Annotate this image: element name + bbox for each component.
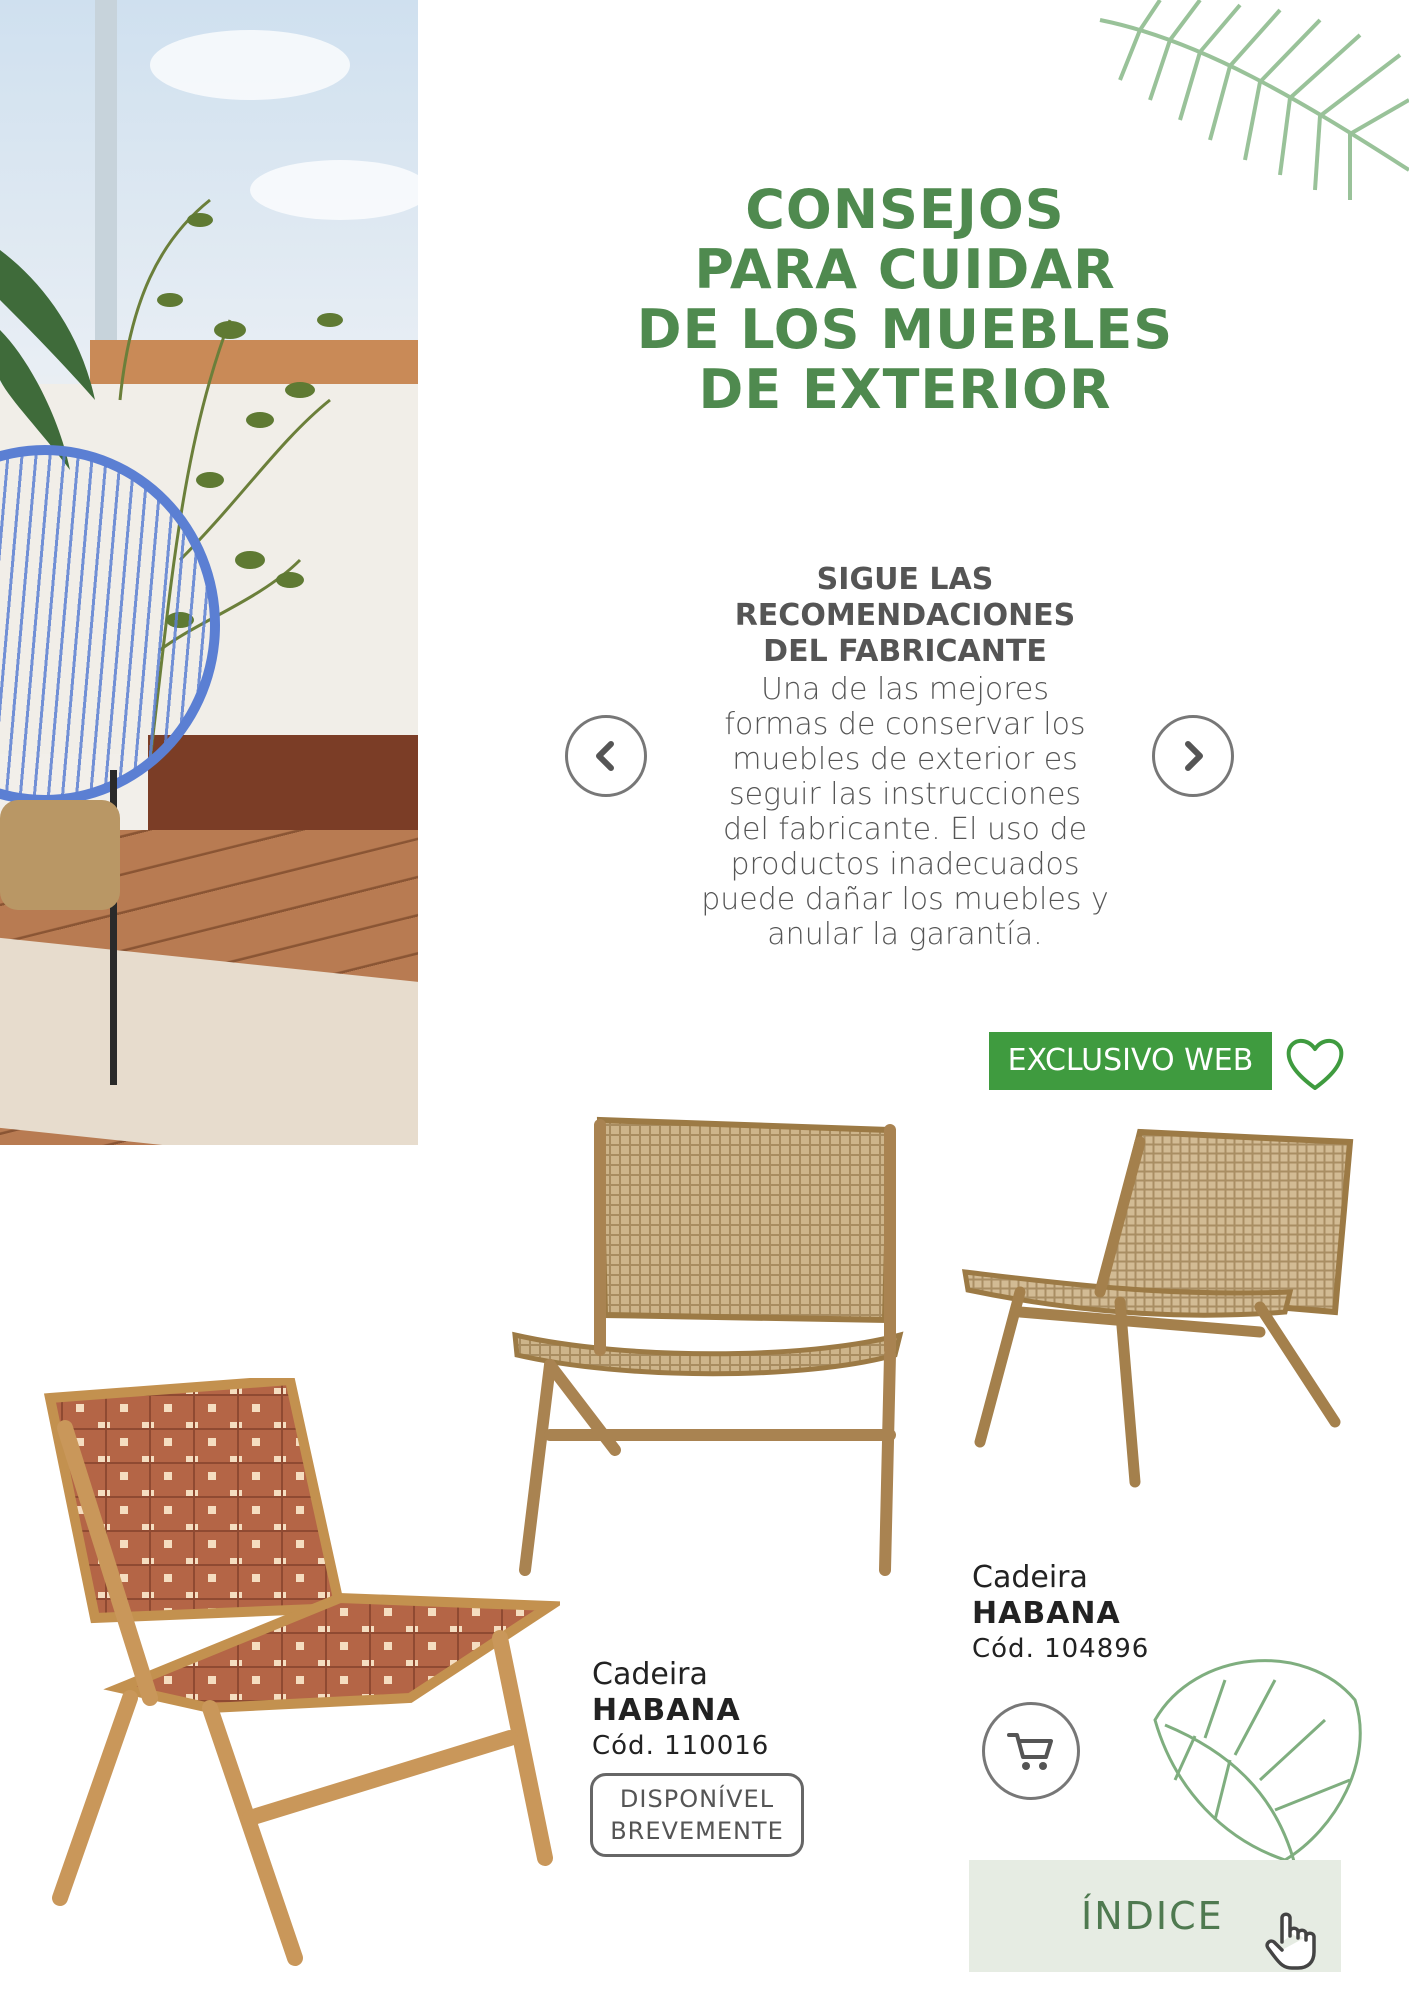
- palm-leaf-decoration: [1080, 0, 1409, 200]
- cart-icon: [1006, 1729, 1056, 1773]
- tip-body-line: muebles de exterior es: [732, 742, 1078, 777]
- tip-heading-line: SIGUE LAS: [816, 562, 994, 597]
- previous-tip-button[interactable]: [565, 715, 647, 797]
- exclusive-web-badge: EXCLUSIVO WEB: [989, 1032, 1272, 1090]
- index-button[interactable]: [969, 1860, 1341, 1972]
- next-tip-button[interactable]: [1152, 715, 1234, 797]
- tip-body: [660, 672, 1150, 952]
- tip-heading-line: RECOMENDACIONES: [734, 598, 1076, 633]
- tip-body-line: productos inadecuados: [730, 847, 1080, 882]
- tip-body-line: puede dañar los muebles y: [701, 882, 1109, 917]
- title-line: DE LOS MUEBLES: [636, 298, 1174, 361]
- tip-body-line: anular la garantía.: [767, 917, 1043, 952]
- wicker-basket: [0, 800, 120, 910]
- product-code: Cód. 110016: [592, 1731, 770, 1761]
- leather-strap-chair-photo: [40, 1378, 560, 1978]
- tip-body-line: del fabricante. El uso de: [722, 812, 1088, 847]
- tip-body-line: seguir las instrucciones: [728, 777, 1082, 812]
- tip-heading-line: DEL FABRICANTE: [763, 634, 1047, 669]
- title-line: DE EXTERIOR: [698, 358, 1112, 421]
- page-title: [560, 180, 1250, 420]
- index-label: ÍNDICE: [1081, 1894, 1224, 1938]
- status-line: DISPONÍVEL: [619, 1785, 775, 1813]
- product-label: [972, 1560, 1149, 1666]
- heart-icon[interactable]: [1283, 1034, 1347, 1094]
- rattan-chair-photo: [505, 1110, 905, 1590]
- tip-body-line: Una de las mejores: [761, 672, 1049, 707]
- status-line: BREVEMENTE: [610, 1817, 784, 1845]
- rattan-chair-angled-photo: [960, 1122, 1360, 1512]
- chevron-right-icon: [1173, 736, 1213, 776]
- title-line: CONSEJOS: [745, 178, 1065, 241]
- balcony-photo: [0, 0, 418, 1145]
- product-name: HABANA: [972, 1596, 1121, 1631]
- title-line: PARA CUIDAR: [694, 238, 1116, 301]
- add-to-cart-button[interactable]: [982, 1702, 1080, 1800]
- available-soon-badge: [590, 1773, 804, 1857]
- tip-heading: [660, 562, 1150, 670]
- chevron-left-icon: [586, 736, 626, 776]
- tip-body-line: formas de conservar los: [724, 707, 1086, 742]
- product-type: Cadeira: [592, 1657, 708, 1692]
- product-type: Cadeira: [972, 1560, 1088, 1595]
- product-label: [592, 1657, 769, 1763]
- product-name: HABANA: [592, 1693, 741, 1728]
- hand-pointer-icon: [1264, 1910, 1324, 1972]
- monstera-leaf-decoration: [1135, 1640, 1375, 1870]
- product-code: Cód. 104896: [972, 1634, 1150, 1664]
